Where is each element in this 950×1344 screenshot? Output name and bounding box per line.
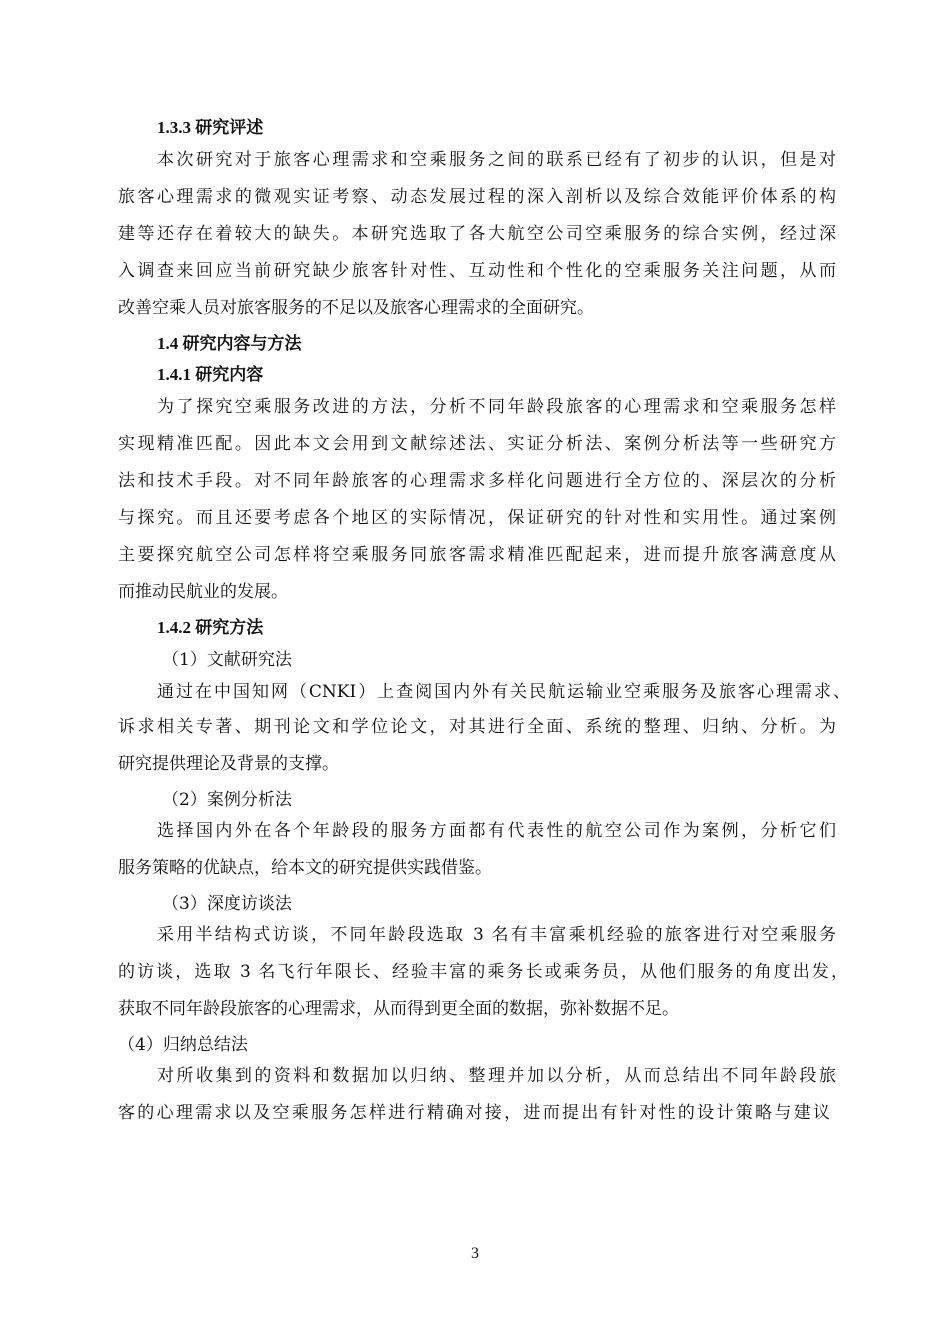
paragraph-line: 为了探究空乘服务改进的方法，分析不同年龄段旅客的心理需求和空乘服务怎样: [157, 397, 836, 417]
method-title: （1）文献研究法: [162, 650, 292, 670]
paragraph-line: 选择国内外在各个年龄段的服务方面都有代表性的航空公司作为案例，分析它们: [157, 821, 836, 841]
paragraph-line: 与探究。而且还要考虑各个地区的实际情况，保证研究的针对性和实用性。通过案例: [118, 508, 836, 528]
heading-1-4-2: 1.4.2 研究方法: [157, 618, 264, 637]
heading-1-4-1: 1.4.1 研究内容: [157, 365, 264, 384]
paragraph-line: 采用半结构式访谈，不同年龄段选取 3 名有丰富乘机经验的旅客进行对空乘服务: [157, 925, 836, 945]
paragraph-line: 而推动民航业的发展。: [118, 582, 288, 602]
paragraph-line: 客的心理需求以及空乘服务怎样进行精确对接，进而提出有针对性的设计策略与建议: [118, 1103, 830, 1123]
paragraph-line: 研究提供理论及背景的支撑。: [118, 754, 339, 774]
method-title: （2）案例分析法: [162, 790, 292, 810]
paragraph-line: 通过在中国知网（CNKI）上查阅国内外有关民航运输业空乘服务及旅客心理需求、: [157, 682, 850, 702]
paragraph-line: 旅客心理需求的微观实证考察、动态发展过程的深入剖析以及综合效能评价体系的构: [118, 187, 836, 207]
paragraph-line: 的访谈，选取 3 名飞行年限长、经验丰富的乘务长或乘务员，从他们服务的角度出发，: [118, 962, 848, 982]
paragraph-line: 实现精准匹配。因此本文会用到文献综述法、实证分析法、案例分析法等一些研究方: [118, 434, 836, 454]
paragraph-line: 入调查来回应当前研究缺少旅客针对性、互动性和个性化的空乘服务关注问题，从而: [118, 261, 836, 281]
paragraph-line: 改善空乘人员对旅客服务的不足以及旅客心理需求的全面研究。: [118, 298, 594, 318]
paragraph-line: 法和技术手段。对不同年龄旅客的心理需求多样化问题进行全方位的、深层次的分析: [118, 471, 836, 491]
paragraph-line: 建等还存在着较大的缺失。本研究选取了各大航空公司空乘服务的综合实例，经过深: [118, 224, 836, 244]
paragraph-line: 对所收集到的资料和数据加以归纳、整理并加以分析，从而总结出不同年龄段旅: [157, 1066, 836, 1086]
paragraph-line: 主要探究航空公司怎样将空乘服务同旅客需求精准匹配起来，进而提升旅客满意度从: [118, 545, 836, 565]
heading-1-4: 1.4 研究内容与方法: [157, 334, 302, 353]
paragraph-line: 服务策略的优缺点，给本文的研究提供实践借鉴。: [118, 858, 492, 878]
method-title: （4）归纳总结法: [118, 1035, 248, 1055]
paragraph-line: 诉求相关专著、期刊论文和学位论文，对其进行全面、系统的整理、归纳、分析。为: [118, 717, 836, 737]
method-title: （3）深度访谈法: [162, 894, 292, 914]
page-number: 3: [471, 1245, 479, 1262]
paragraph-line: 获取不同年龄段旅客的心理需求，从而得到更全面的数据，弥补数据不足。: [118, 999, 679, 1019]
paragraph-line: 本次研究对于旅客心理需求和空乘服务之间的联系已经有了初步的认识，但是对: [157, 150, 836, 170]
heading-1-3-3: 1.3.3 研究评述: [157, 118, 264, 137]
